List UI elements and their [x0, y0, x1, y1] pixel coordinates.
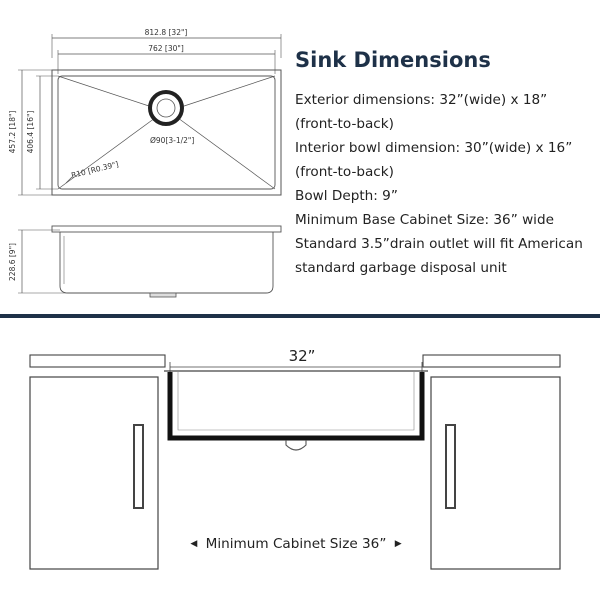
side-view-drawing	[18, 226, 281, 297]
left-cabinet	[30, 377, 158, 569]
spec-bowl-depth: Bowl Depth: 9”	[295, 188, 398, 204]
arrow-right-icon: ▶	[394, 539, 402, 549]
spec-interior-line: Interior bowl dimension: 30”(wide) x 16”	[295, 140, 573, 156]
left-countertop	[30, 355, 165, 367]
sink-width-label: 32”	[288, 347, 316, 365]
section-divider	[0, 314, 600, 318]
spec-interior-line-2: (front-to-back)	[295, 164, 394, 180]
top-view-drawing	[18, 34, 281, 195]
spec-exterior-line: Exterior dimensions: 32”(wide) x 18”	[295, 92, 548, 108]
right-countertop	[423, 355, 560, 367]
outer-width-label: 812.8 [32"]	[144, 28, 188, 37]
outer-depth-label: 457.2 [18"]	[8, 110, 17, 154]
inner-width-label: 762 [30"]	[148, 44, 184, 53]
right-cabinet	[431, 377, 560, 569]
right-cabinet-handle	[446, 425, 455, 508]
inner-depth-label: 406.4 [16"]	[26, 110, 35, 154]
radius-label: R10 [R0.39"]	[70, 159, 120, 180]
min-cabinet-annotation	[176, 536, 416, 552]
page-title: Sink Dimensions	[295, 48, 491, 72]
arrow-left-icon: ◀	[190, 539, 198, 549]
drain-label: Ø90[3-1/2"]	[150, 136, 195, 145]
spec-drain-line: Standard 3.5”drain outlet will fit American	[295, 236, 583, 252]
bowl-depth-label: 228.6 [9"]	[8, 243, 17, 281]
left-cabinet-handle	[134, 425, 143, 508]
spec-min-cabinet: Minimum Base Cabinet Size: 36” wide	[295, 212, 554, 228]
min-cabinet-label: Minimum Cabinet Size 36”	[205, 536, 387, 552]
spec-drain-line-2: standard garbage disposal unit	[295, 260, 507, 276]
spec-exterior-line-2: (front-to-back)	[295, 116, 394, 132]
